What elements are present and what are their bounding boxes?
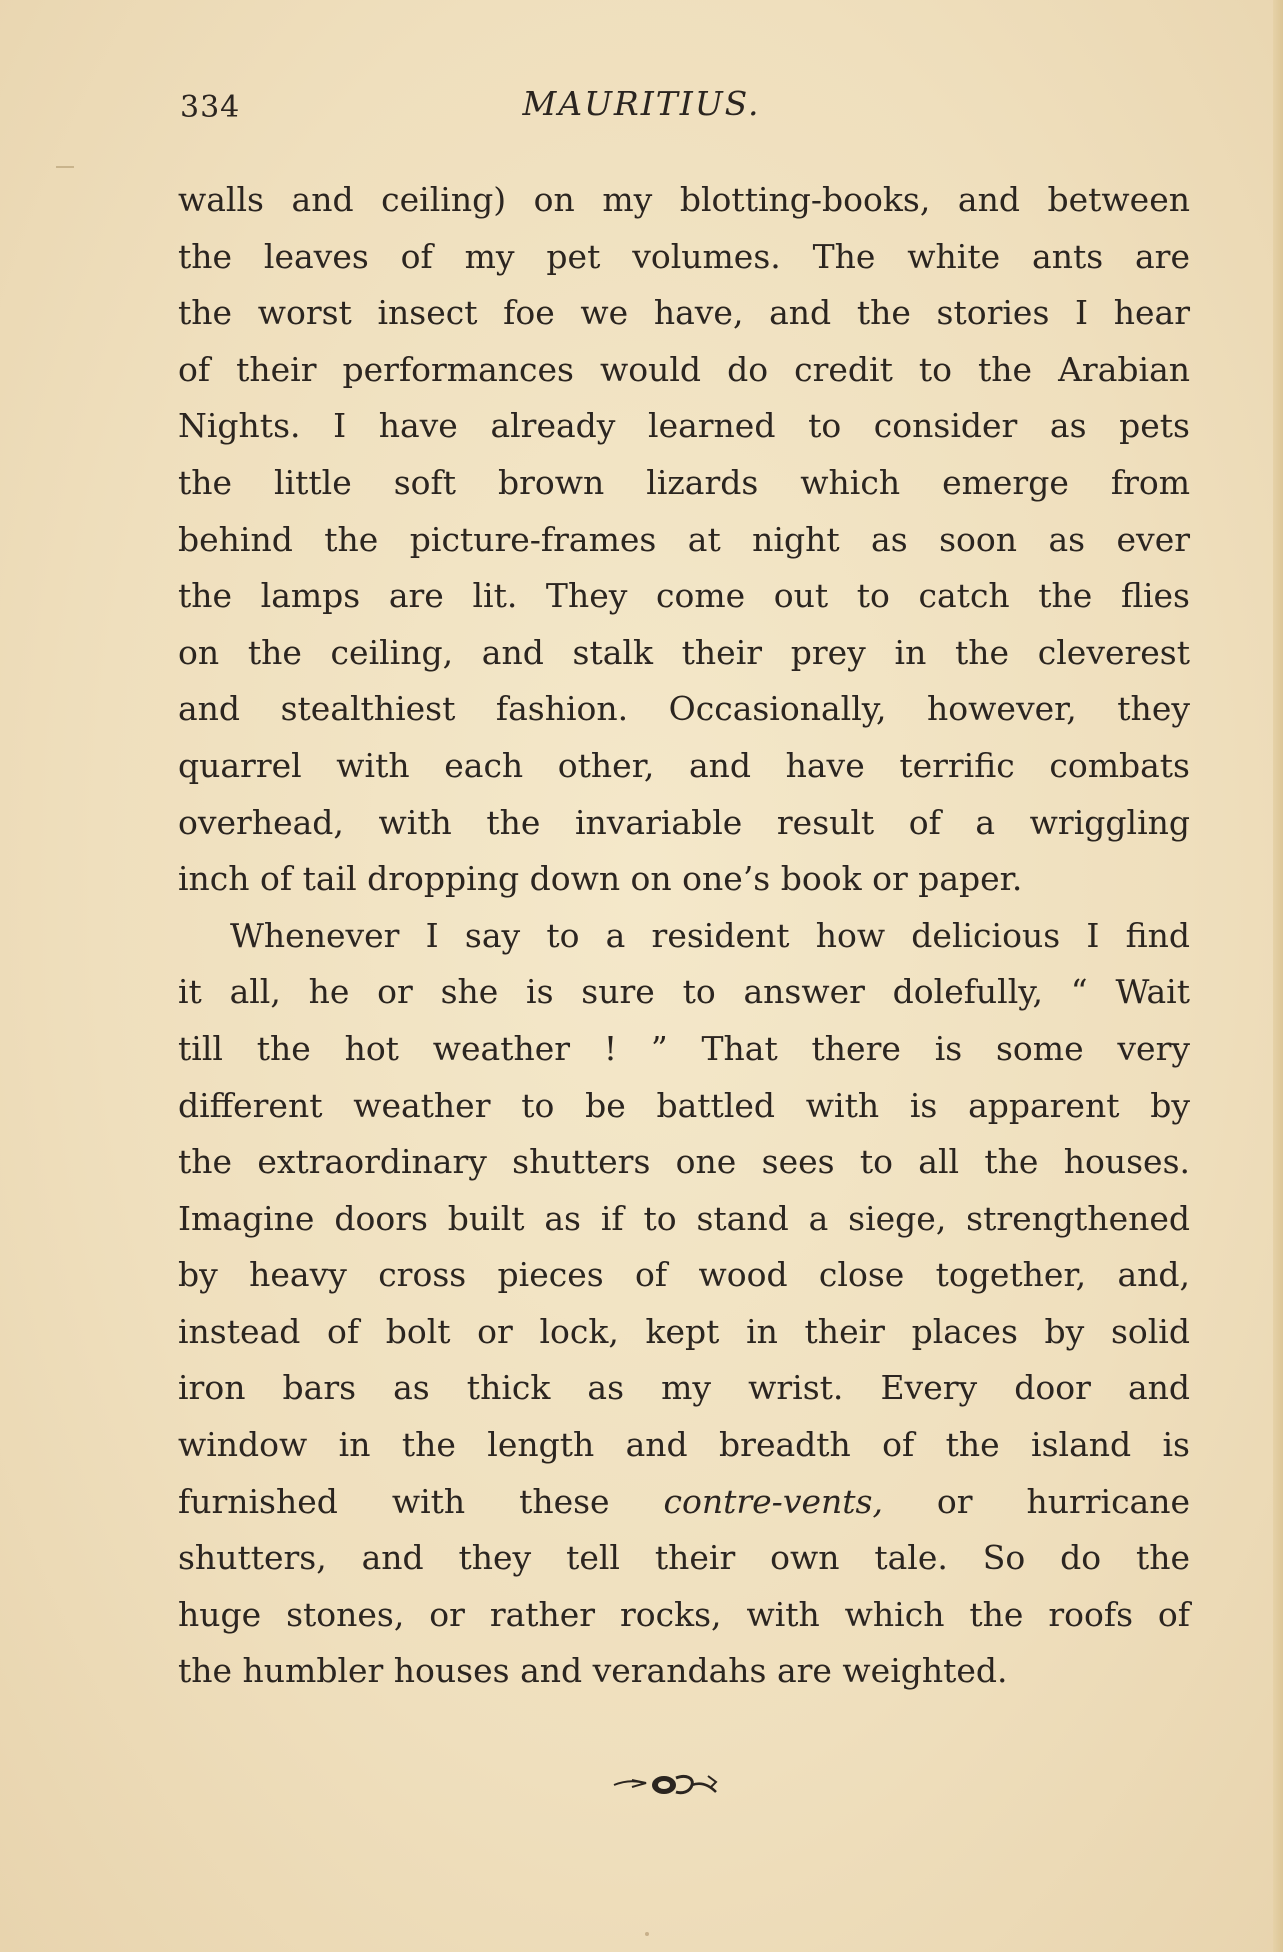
text-line: overhead, with the invariable result of a wriggling	[178, 802, 1190, 842]
text-line: on the ceiling, and stalk their prey in the cleverest	[178, 632, 1190, 672]
body-text	[178, 172, 1190, 1700]
text-line: Nights. I have already learned to consider as pets	[178, 406, 1190, 446]
text-line: window in the length and breadth of the island is	[178, 1425, 1190, 1465]
page-edge	[1273, 0, 1283, 1952]
text-line-italic	[178, 1474, 1190, 1531]
text-line: the extraordinary shutters one sees to all the houses.	[178, 1142, 1190, 1182]
paragraph-2	[178, 908, 1190, 1700]
text-line: iron bars as thick as my wrist. Every door and	[178, 1368, 1190, 1408]
italic-term: contre-vents,	[663, 1481, 883, 1521]
text-line: different weather to be battled with is apparent by	[178, 1085, 1190, 1125]
text-line: instead of bolt or lock, kept in their places by solid	[178, 1311, 1190, 1351]
text-line: behind the picture-frames at night as soon as ever	[178, 519, 1190, 559]
text-line: the little soft brown lizards which emerge from	[178, 462, 1190, 502]
text-line: and stealthiest fashion. Occasionally, however, they	[178, 689, 1190, 729]
fleuron-ornament-icon	[612, 1768, 722, 1802]
margin-mark	[56, 166, 74, 168]
text-line: the worst insect foe we have, and the stories I hear	[178, 293, 1190, 333]
running-head: MAURITIUS.	[522, 84, 761, 123]
paragraph-1	[178, 172, 1190, 908]
text-line: the leaves of my pet volumes. The white ants are	[178, 236, 1190, 276]
page-header	[0, 84, 1283, 124]
text-line: inch of tail dropping down on one’s book or paper.	[178, 859, 1023, 899]
text-segment: furnished with these	[178, 1481, 664, 1521]
text-line: walls and ceiling) on my blotting-books, and between	[178, 180, 1190, 219]
text-line: till the hot weather ! ” That there is some very	[178, 1028, 1190, 1068]
text-line: by heavy cross pieces of wood close together, and,	[178, 1255, 1190, 1295]
text-line: huge stones, or rather rocks, with which the roofs of	[178, 1594, 1190, 1634]
text-line: of their performances would do credit to the Arabian	[178, 349, 1190, 389]
text-segment: or hurricane	[882, 1481, 1191, 1521]
text-line: Whenever I say to a resident how delicious I find	[230, 915, 1190, 955]
text-line: Imagine doors built as if to stand a siege, strengthened	[178, 1198, 1190, 1238]
text-line: quarrel with each other, and have terrific combats	[178, 745, 1190, 785]
text-line: shutters, and they tell their own tale. So do the	[178, 1538, 1190, 1578]
text-line: the lamps are lit. They come out to catch the flies	[178, 576, 1190, 616]
page-number: 334	[180, 90, 241, 125]
text-line: the humbler houses and verandahs are weighted.	[178, 1651, 1008, 1691]
text-line: it all, he or she is sure to answer dolefully, “ Wait	[178, 972, 1190, 1012]
paper-spot	[645, 1932, 649, 1936]
